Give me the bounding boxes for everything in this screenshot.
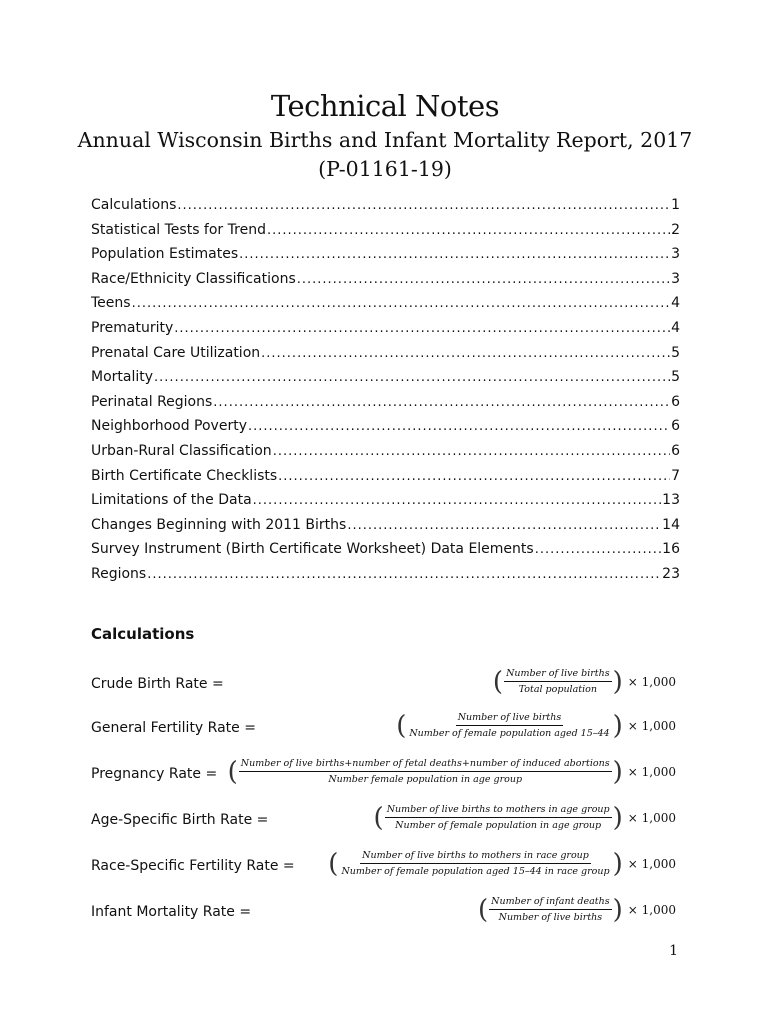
open-paren: ( xyxy=(478,894,489,925)
toc-entry-page: 6 xyxy=(671,442,680,459)
formula-label: Pregnancy Rate = xyxy=(91,766,218,782)
toc-dot-leader xyxy=(253,493,662,508)
toc-dot-leader xyxy=(347,518,661,533)
fraction xyxy=(406,712,612,739)
toc-entry[interactable] xyxy=(91,443,680,468)
toc-dot-leader xyxy=(239,247,670,262)
toc-dot-leader xyxy=(174,321,670,336)
toc-entry[interactable] xyxy=(91,222,680,247)
toc-entry-label: Perinatal Regions xyxy=(91,393,213,410)
fraction xyxy=(338,850,612,877)
toc-entry-page: 1 xyxy=(671,197,680,213)
open-paren: ( xyxy=(396,710,407,741)
toc-entry-label: Calculations xyxy=(91,197,177,213)
toc-entry-page: 23 xyxy=(662,565,680,582)
toc-entry-label: Mortality xyxy=(91,369,154,386)
close-paren: ) xyxy=(612,710,623,741)
toc-entry-page: 14 xyxy=(662,516,680,533)
toc-dot-leader xyxy=(273,444,670,459)
toc-entry[interactable] xyxy=(91,541,680,566)
formula-expression xyxy=(374,804,676,831)
toc-entry-page: 4 xyxy=(671,295,680,312)
toc-entry[interactable] xyxy=(91,492,680,517)
formula-multiplier: × 1,000 xyxy=(627,856,676,871)
formula-denominator: Number of female population aged 15–44 xyxy=(409,728,610,739)
toc-entry-page: 3 xyxy=(671,270,680,287)
toc-entry-page: 4 xyxy=(671,319,680,336)
formula-multiplier: × 1,000 xyxy=(627,674,676,689)
formula-denominator: Number of female population in age group xyxy=(395,820,602,831)
calculations-heading: Calculations xyxy=(91,625,195,643)
table-of-contents xyxy=(91,197,680,591)
formula-expression xyxy=(478,896,676,923)
toc-entry-label: Prematurity xyxy=(91,319,174,336)
formula-multiplier: × 1,000 xyxy=(627,718,676,733)
formula-numerator: Number of live births to mothers in race group xyxy=(360,850,591,864)
toc-entry[interactable] xyxy=(91,517,680,542)
formula-denominator: Number of female population aged 15–44 in race group xyxy=(341,866,610,877)
open-paren: ( xyxy=(492,666,504,697)
formula-multiplier: × 1,000 xyxy=(627,810,676,825)
toc-dot-leader xyxy=(278,469,670,484)
formula-expression xyxy=(493,668,676,695)
formula-multiplier: × 1,000 xyxy=(627,764,676,779)
open-paren: ( xyxy=(227,756,238,787)
toc-entry[interactable] xyxy=(91,320,680,345)
toc-entry-page: 3 xyxy=(671,246,680,263)
page-number: 1 xyxy=(669,943,678,959)
toc-entry-label: Changes Beginning with 2011 Births xyxy=(91,516,347,533)
formula-label: Race-Specific Fertility Rate = xyxy=(91,858,295,874)
toc-dot-leader xyxy=(297,272,670,287)
toc-entry-page: 2 xyxy=(671,221,680,238)
fraction xyxy=(503,668,613,695)
toc-entry-label: Regions xyxy=(91,565,147,582)
formula-label: Age-Specific Birth Rate = xyxy=(91,812,269,828)
close-paren: ) xyxy=(612,666,623,697)
fraction xyxy=(384,804,613,831)
document-subtitle: Annual Wisconsin Births and Infant Mortality Report, 2017 xyxy=(77,128,693,152)
toc-entry[interactable] xyxy=(91,418,680,443)
formula-denominator: Total population xyxy=(518,684,597,695)
toc-entry-label: Race/Ethnicity Classifications xyxy=(91,270,296,287)
toc-dot-leader xyxy=(248,419,670,434)
toc-entry[interactable] xyxy=(91,246,680,271)
document-title: Technical Notes xyxy=(270,89,500,123)
formula-numerator: Number of live births xyxy=(504,668,612,682)
toc-dot-leader xyxy=(132,296,671,311)
toc-entry-page: 16 xyxy=(662,541,680,558)
toc-dot-leader xyxy=(267,223,670,238)
formula-expression xyxy=(396,712,676,739)
formula-numerator: Number of live births to mothers in age group xyxy=(385,804,612,818)
formula-numerator: Number of infant deaths xyxy=(489,896,611,910)
toc-entry-label: Birth Certificate Checklists xyxy=(91,467,278,484)
fraction xyxy=(238,758,613,785)
formula-expression xyxy=(328,850,676,877)
toc-entry-label: Teens xyxy=(91,295,131,312)
formula-label: General Fertility Rate = xyxy=(91,720,256,736)
toc-dot-leader xyxy=(147,567,661,582)
formula-multiplier: × 1,000 xyxy=(627,902,676,917)
toc-entry[interactable] xyxy=(91,369,680,394)
toc-entry-label: Population Estimates xyxy=(91,246,239,263)
toc-entry-label: Limitations of the Data xyxy=(91,492,252,509)
toc-entry[interactable] xyxy=(91,394,680,419)
toc-dot-leader xyxy=(535,542,661,557)
formula-denominator: Number female population in age group xyxy=(328,774,523,785)
toc-entry[interactable] xyxy=(91,295,680,320)
formula-label: Infant Mortality Rate = xyxy=(91,904,252,920)
open-paren: ( xyxy=(373,802,384,833)
open-paren: ( xyxy=(328,848,339,879)
close-paren: ) xyxy=(612,756,623,787)
toc-entry-label: Neighborhood Poverty xyxy=(91,418,247,435)
toc-entry[interactable] xyxy=(91,197,680,222)
toc-entry-label: Statistical Tests for Trend xyxy=(91,221,266,238)
close-paren: ) xyxy=(612,802,623,833)
toc-dot-leader xyxy=(261,346,670,361)
document-code: (P-01161-19) xyxy=(318,157,452,181)
formula-numerator: Number of live births xyxy=(456,712,564,726)
toc-entry-page: 6 xyxy=(671,418,680,435)
toc-dot-leader xyxy=(177,198,670,213)
toc-entry[interactable] xyxy=(91,468,680,493)
toc-entry[interactable] xyxy=(91,345,680,370)
close-paren: ) xyxy=(612,848,623,879)
toc-entry-page: 13 xyxy=(662,492,680,509)
toc-entry-page: 6 xyxy=(671,393,680,410)
toc-entry[interactable] xyxy=(91,271,680,296)
toc-dot-leader xyxy=(213,395,670,410)
toc-entry-label: Prenatal Care Utilization xyxy=(91,344,261,361)
fraction xyxy=(488,896,612,923)
close-paren: ) xyxy=(612,894,623,925)
toc-entry-page: 5 xyxy=(671,344,680,361)
formula-denominator: Number of live births xyxy=(498,912,603,923)
toc-dot-leader xyxy=(154,370,670,385)
formula-expression xyxy=(228,758,676,785)
toc-entry[interactable] xyxy=(91,566,680,591)
formula-numerator: Number of live births+number of fetal deaths+number of induced abortions xyxy=(239,758,612,772)
toc-entry-label: Survey Instrument (Birth Certificate Worksheet) Data Elements xyxy=(91,541,534,558)
toc-entry-label: Urban-Rural Classification xyxy=(91,442,272,459)
toc-entry-page: 5 xyxy=(671,369,680,386)
formula-label: Crude Birth Rate = xyxy=(91,676,224,692)
toc-entry-page: 7 xyxy=(671,467,680,484)
